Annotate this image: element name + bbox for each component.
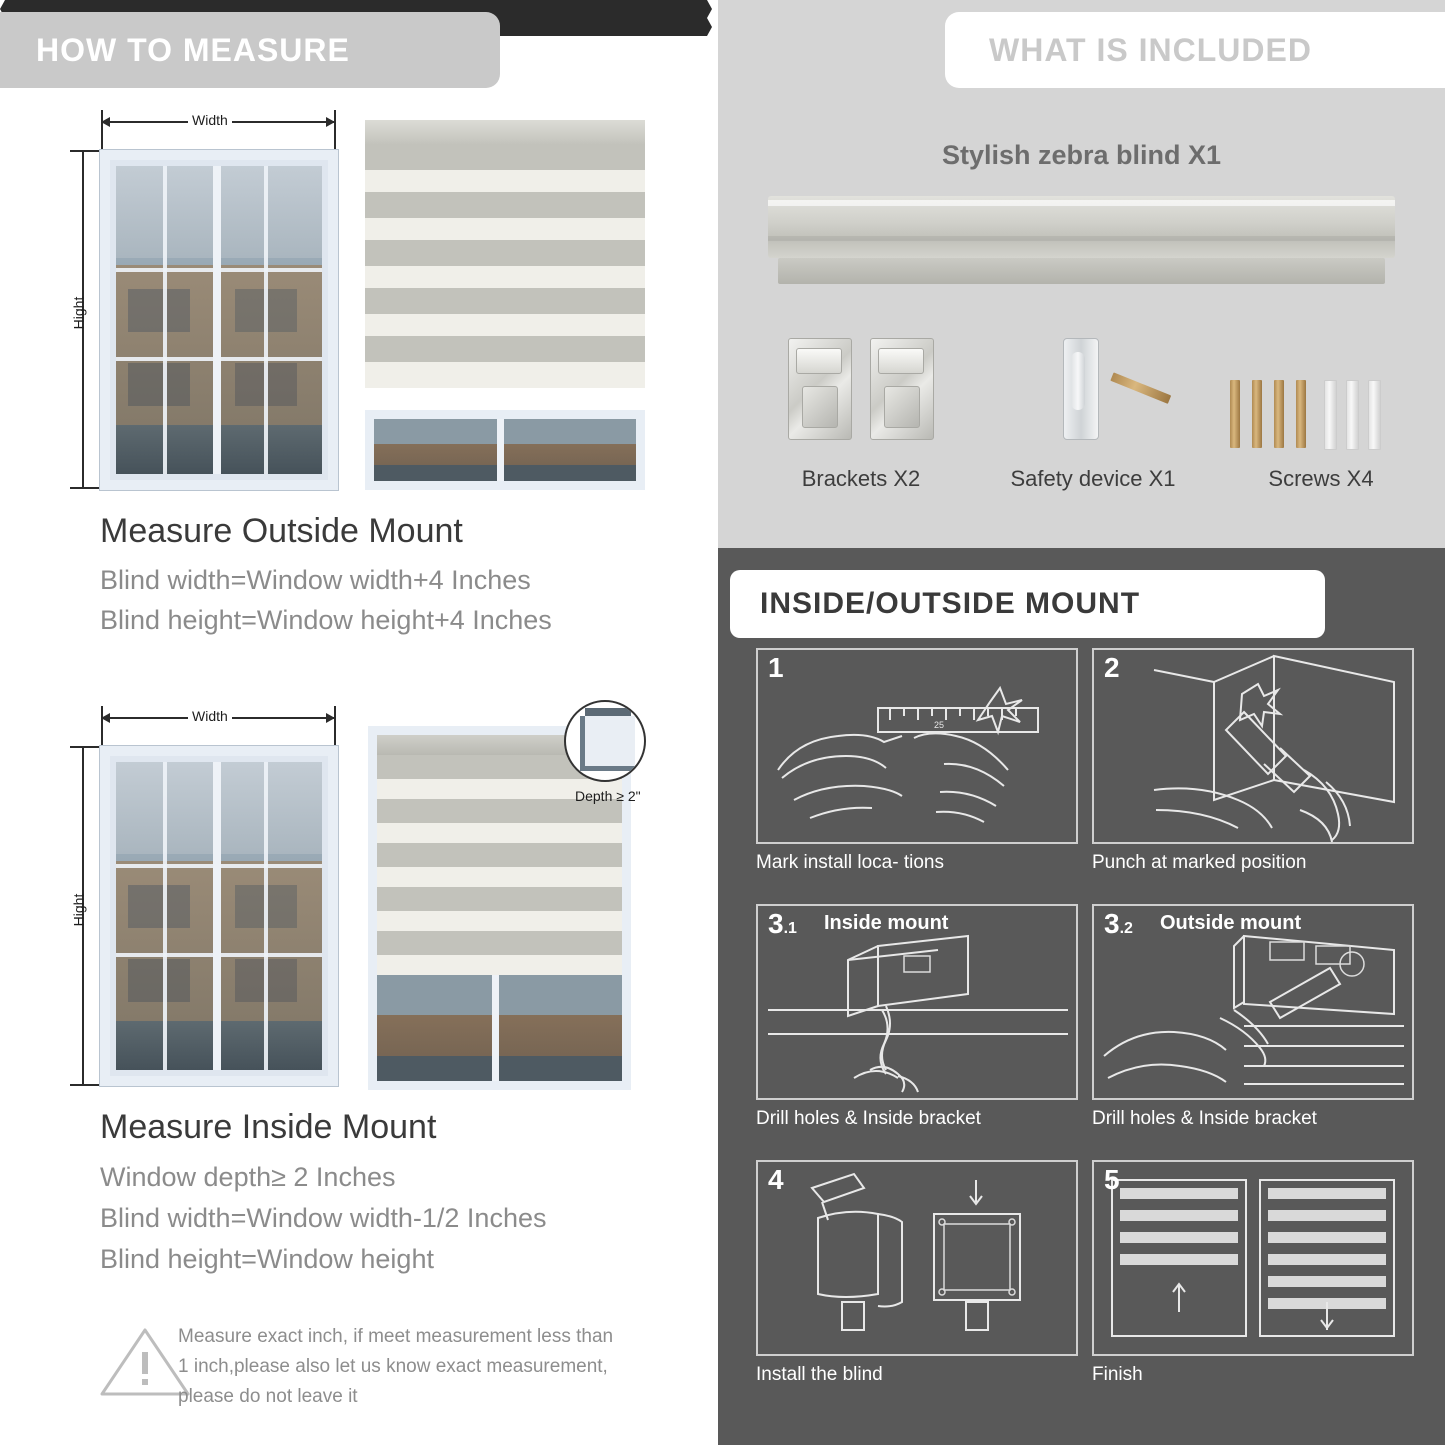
inside-height-label: Hight	[70, 893, 87, 927]
step-3-1-subtitle: Inside mount	[824, 912, 949, 934]
step-3-2-number: 3.2	[1104, 908, 1133, 939]
what-is-included-banner: WHAT IS INCLUDED	[945, 12, 1445, 88]
step-5-number: 5	[1104, 1164, 1120, 1195]
inside-mount-title: Measure Inside Mount	[100, 1108, 437, 1146]
outside-height-label: Hight	[70, 296, 87, 330]
blind-outside-mount	[365, 120, 645, 490]
outside-width-label: Width	[188, 112, 232, 128]
inside-outside-mount-panel	[718, 548, 1445, 1445]
inside-outside-mount-banner: INSIDE/OUTSIDE MOUNT	[730, 570, 1325, 638]
step-2-number: 2	[1104, 652, 1120, 683]
step-5-illustration	[1092, 1160, 1414, 1356]
main-item-label: Stylish zebra blind X1	[941, 140, 1222, 170]
step-5-caption: Finish	[1092, 1364, 1143, 1385]
window-outside-mount	[100, 150, 338, 490]
window-inside-mount	[100, 746, 338, 1086]
how-to-measure-panel	[0, 0, 712, 1445]
svg-text:25: 25	[934, 720, 945, 730]
outside-mount-title: Measure Outside Mount	[100, 512, 463, 550]
step-4-caption: Install the blind	[756, 1364, 883, 1385]
step-1-number: 1	[768, 652, 784, 683]
step-2-caption: Punch at marked position	[1092, 852, 1307, 873]
step-1-illustration	[756, 648, 1078, 844]
what-is-included-panel	[718, 0, 1445, 548]
part-label-brackets: Brackets X2	[801, 466, 921, 491]
step-4-illustration	[756, 1160, 1078, 1356]
how-to-measure-banner: HOW TO MEASURE	[0, 12, 500, 88]
step-3-2-subtitle: Outside mount	[1160, 912, 1302, 934]
inside-mount-line-1: Window depth≥ 2 Inches	[100, 1162, 396, 1192]
inside-mount-line-3: Blind height=Window height	[100, 1244, 434, 1274]
depth-callout-icon	[564, 700, 646, 782]
inside-width-label: Width	[188, 708, 232, 724]
outside-mount-line-2: Blind height=Window height+4 Inches	[100, 605, 552, 635]
step-4-number: 4	[768, 1164, 784, 1195]
outside-mount-line-1: Blind width=Window width+4 Inches	[100, 565, 531, 595]
step-1-caption: Mark install loca- tions	[756, 852, 944, 873]
part-label-safety-device: Safety device X1	[1010, 466, 1176, 491]
inside-mount-line-2: Blind width=Window width-1/2 Inches	[100, 1203, 547, 1233]
depth-label: Depth ≥ 2"	[575, 788, 641, 804]
part-label-screws: Screws X4	[1268, 466, 1374, 491]
warning-triangle-icon	[100, 1326, 190, 1398]
warning-text: Measure exact inch, if meet measurement less than 1 inch,please also let us know exact measurement, please do not leave it	[178, 1326, 614, 1407]
step-3-2-caption: Drill holes & Inside bracket	[1092, 1108, 1317, 1129]
step-3-1-caption: Drill holes & Inside bracket	[756, 1108, 981, 1129]
step-2-illustration	[1092, 648, 1414, 844]
step-3-1-number: 3.1	[768, 908, 797, 939]
blind-inside-mount	[372, 730, 627, 1086]
